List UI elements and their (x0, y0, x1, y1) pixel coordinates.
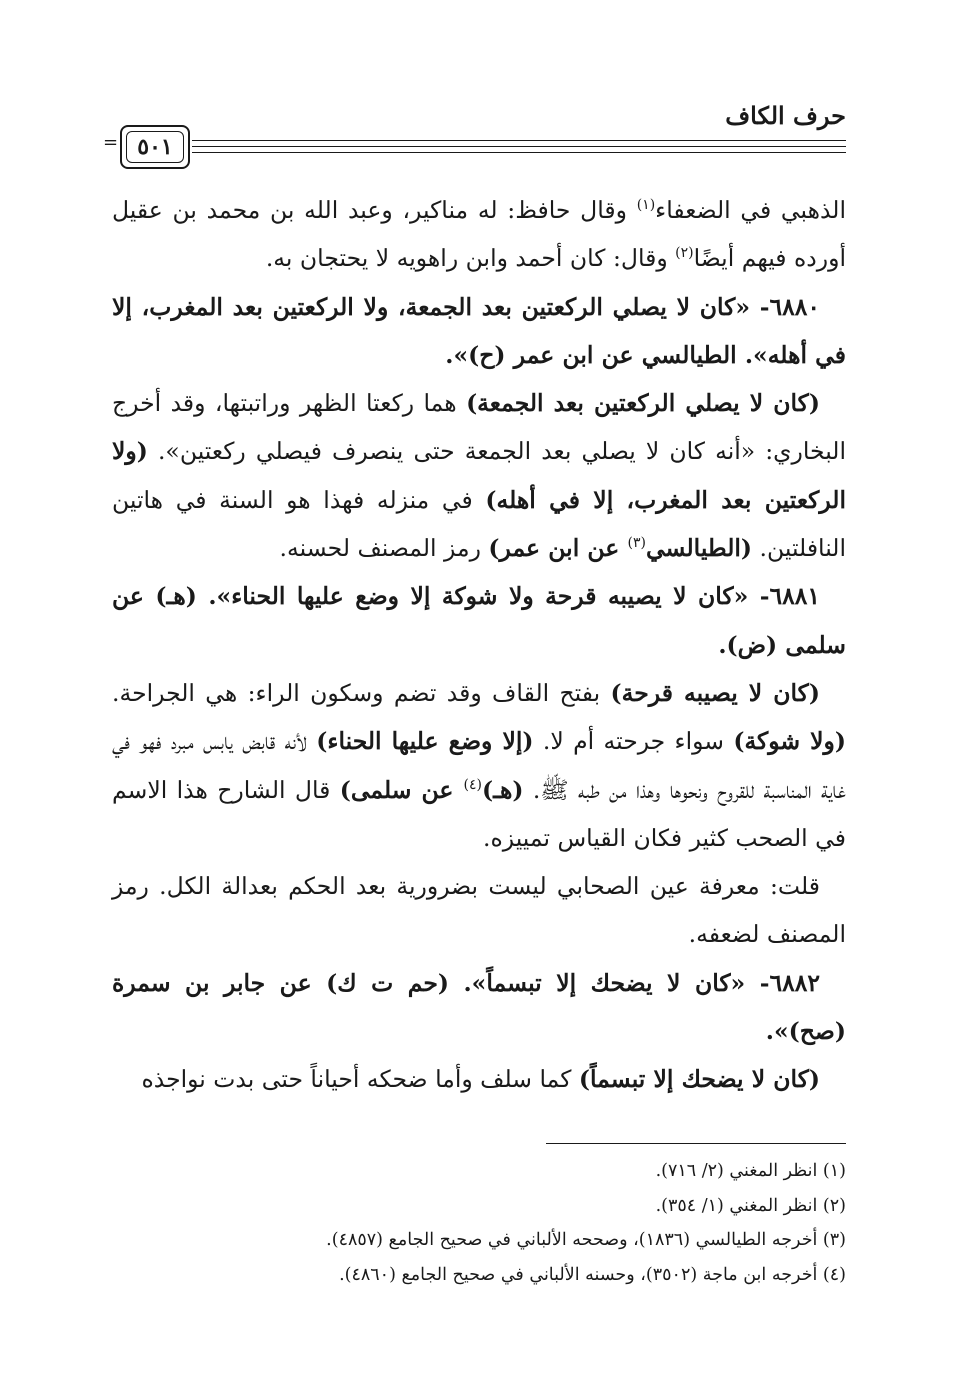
bold-quote: (كان لا يضحك إلا تبسماً) (578, 1065, 820, 1094)
header-rule (192, 146, 846, 147)
footnote: (٤) أخرجه ابن ماجة (٣٥٠٢)، وحسنه الألباني في صحيح الجامع (٤٨٦٠). (339, 1264, 846, 1285)
bold-quote: (إلا وضع عليها الحناء) (316, 727, 534, 756)
text-span: بفتح القاف وقد تضم وسكون الراء: هي الجراحة. (112, 678, 611, 707)
footnote-divider (546, 1143, 846, 1144)
chapter-title: حرف الكاف (725, 101, 846, 130)
commentary-6882 (112, 1055, 846, 1103)
text-span: وقال حافظ: له مناكير، وعبد الله بن محمد بن عقيل أورده فيهم أيضًا (112, 196, 846, 273)
text-span: وقال: كان أحمد وابن راهويه لا يحتجان به. (265, 244, 676, 273)
main-text (112, 186, 846, 1104)
text-span: كما سلف وأما ضحكه أحياناً حتى بدت نواجذه (141, 1065, 579, 1094)
footnote: (١) انظر المغني (٢/ ٧١٦). (655, 1161, 846, 1181)
bold-quote: (كان لا يصيبه قرحة) (610, 678, 820, 707)
bold-quote: (ولا شوكة) (733, 727, 846, 756)
header-rule (192, 140, 846, 141)
commentary-6880 (112, 379, 846, 572)
bold-quote: (كان لا يصلي الركعتين بعد الجمعة) (466, 389, 820, 418)
commentary-6881 (112, 669, 846, 862)
text-span: قال الشارح هذا الاسم في الصحب كثير فكان القياس تمييزه. (112, 775, 846, 852)
bold-quote: (هـ) (481, 775, 524, 804)
text-span: هما ركعتا الظهر وراتبتها، وقد أخرج البخاري: «أنه كان لا يصلي بعد الجمعة حتى ينصرف فيصلي ركعتين». (112, 389, 846, 466)
footnote-ref: (٤) (463, 776, 482, 793)
bold-quote: (الطيالسي (645, 534, 753, 563)
bold-quote: عن سلمى) (339, 775, 464, 804)
hadith-6882: ٦٨٨٢- «كان لا يضحك إلا تبسماً». (حم ت ك) عن جابر بن سمرة (صح)». (112, 968, 846, 1046)
header-rule (192, 152, 846, 153)
text-span: في منزله فهذا هو السنة في هاتين النافلتين. (112, 485, 846, 563)
page-number-frame (120, 125, 190, 169)
text-span: الذهبي في الضعفاء (655, 196, 846, 224)
hadith-6881: ٦٨٨١- «كان لا يصيبه قرحة ولا شوكة إلا وضع عليها الحناء». (هـ) عن سلمى (ض). (112, 582, 846, 659)
footnotes (200, 1154, 846, 1292)
header-marker: = (103, 132, 119, 153)
paragraph (112, 186, 846, 283)
bold-quote: (ولا الركعتين بعد المغرب، إلا في أهله) (112, 437, 846, 514)
author-note: قلت: معرفة عين الصحابي ليست بضرورية بعد الحكم بعدالة الكل. رمز المصنف لضعفه. (112, 872, 846, 949)
text-span: رمز المصنف لحسنه. (279, 534, 489, 563)
footnote: (٣) أخرجه الطيالسي (١٨٣٦)، وصححه الألباني في صحيح الجامع (٤٨٥٧). (326, 1230, 846, 1250)
bold-quote: عن ابن عمر) (488, 534, 628, 563)
text-span: لأنه قابض يابس مبرد فهو في غاية المناسبة للقروح ونحوها وهذا من طبه ﷺ. (112, 727, 846, 804)
footnote-ref: (٢) (675, 245, 694, 262)
footnote: (٢) انظر المغني (١/ ٣٥٤). (655, 1195, 846, 1216)
footnote-ref: (٣) (627, 535, 646, 552)
footnote-ref: (١) (636, 197, 656, 214)
text-span: سواء جرحته أم لا. (533, 727, 734, 756)
hadith-6880: ٦٨٨٠- «كان لا يصلي الركعتين بعد الجمعة، ولا الركعتين بعد المغرب، إلا في أهله». الطيالسي عن ابن عمر (ح)». (112, 292, 846, 369)
page-number: ٥٠١ (126, 131, 184, 163)
